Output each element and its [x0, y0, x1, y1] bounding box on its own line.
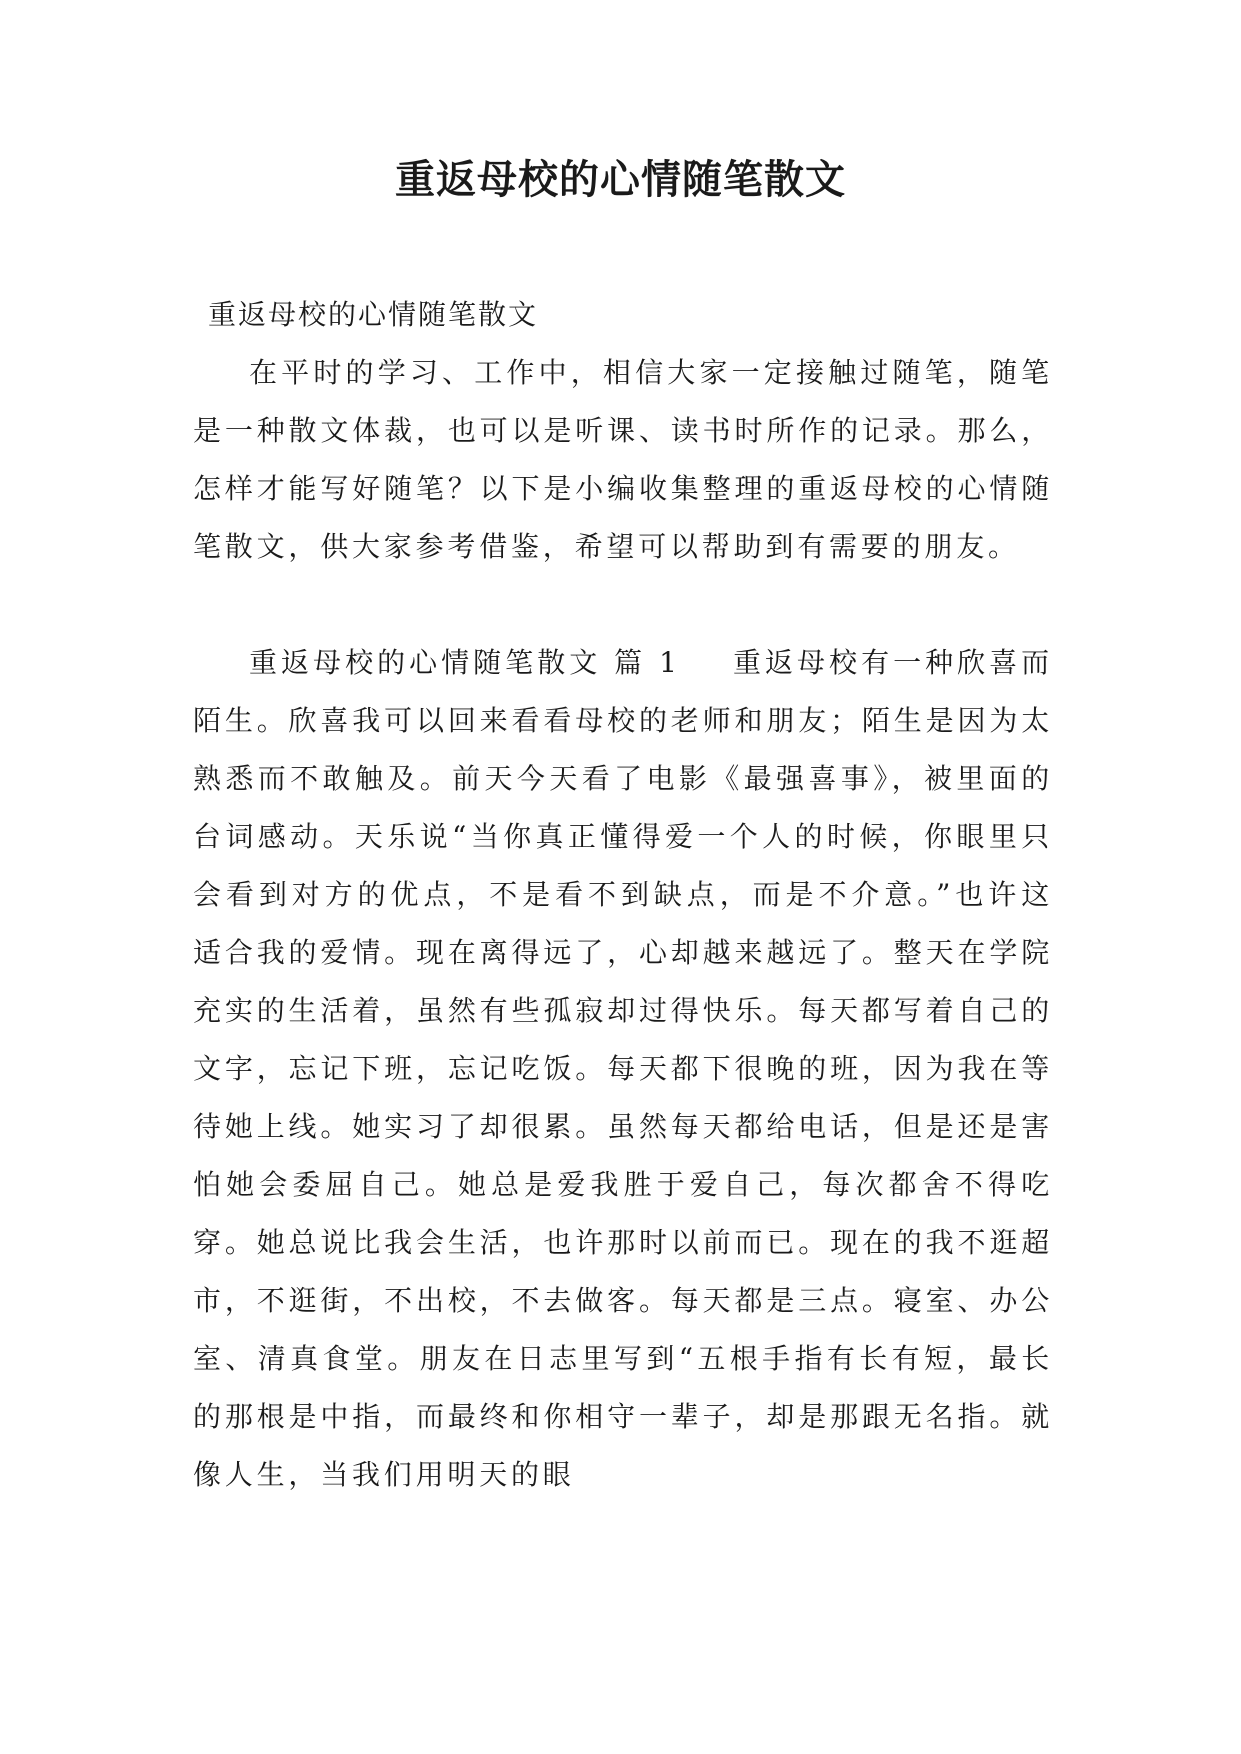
document-body	[193, 286, 1053, 1504]
document-title: 重返母校的心情随笔散文	[395, 156, 846, 203]
document-subtitle: 重返母校的心情随笔散文	[208, 298, 539, 331]
section-1-heading: 重返母校的心情随笔散文 篇 1	[249, 646, 681, 679]
section-1-text: 重返母校有一种欣喜而陌生。欣喜我可以回来看看母校的老师和朋友；陌生是因为太熟悉而不敢触及。前天今天看了电影《最强喜事》，被里面的台词感动。天乐说“当你真正懂得爱一个人的时候，你眼里只会看到对方的优点，不是看不到缺点，而是不介意。”也许这适合我的爱情。现在离得远了，心却越来越远了。整天在学院充实的生活着，虽然有些孤寂却过得快乐。每天都写着自己的文字，忘记下班，忘记吃饭。每天都下很晚的班，因为我在等待她上线。她实习了却很累。虽然每天都给电话，但是还是害怕她会委屈自己。她总是爱我胜于爱自己，每次都舍不得吃穿。她总说比我会生活，也许那时以前而已。现在的我不逛超市，不逛街，不出校，不去做客。每天都是三点。寝室、办公室、清真食堂。朋友在日志里写到“五根手指有长有短，最长的那根是中指，而最终和你相守一辈子，却是那跟无名指。就像人生，当我们用明天的眼	[193, 646, 1053, 1491]
intro-paragraph: 在平时的学习、工作中，相信大家一定接触过随笔，随笔是一种散文体裁，也可以是听课、读书时所作的记录。那么，怎样才能写好随笔？以下是小编收集整理的重返母校的心情随笔散文，供大家参考借鉴，希望可以帮助到有需要的朋友。	[193, 356, 1053, 563]
section-1-paragraph	[193, 634, 1053, 1504]
